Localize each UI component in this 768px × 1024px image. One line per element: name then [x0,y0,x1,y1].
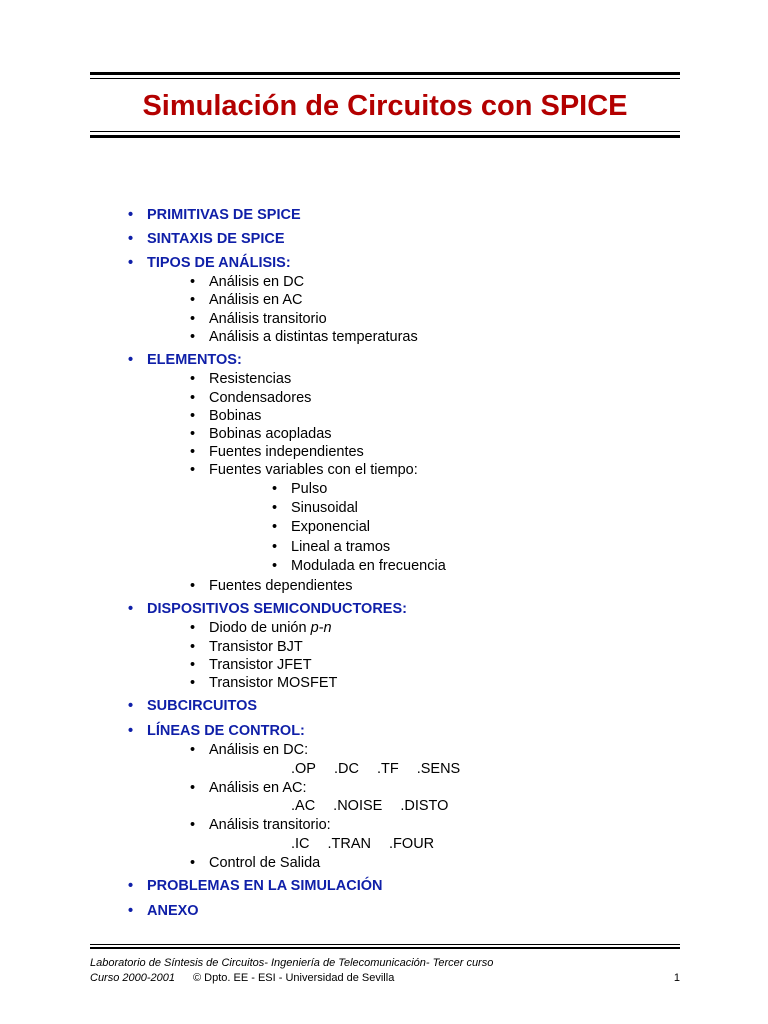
list-item: • Pulso [272,481,328,497]
outline-item-lineas: • LÍNEAS DE CONTROL: [128,723,305,739]
bullet-icon: • [190,274,196,290]
list-item: • Control de Salida [190,855,321,871]
footer-line-2 [90,971,394,985]
list-item: • Transistor JFET [190,657,312,673]
bullet-icon: • [190,742,196,758]
page-number: 1 [673,972,680,984]
bullet-icon: • [190,462,196,478]
list-item: • Sinusoidal [272,500,358,516]
outline-item-anexo: • ANEXO [128,903,199,919]
bullet-icon: • [272,481,278,497]
list-item: • Exponencial [272,519,370,535]
list-item: • Análisis transitorio: [190,817,331,833]
footer-copyright: © Dpto. EE - ESI - Universidad de Sevilla [193,972,395,984]
footer-course: Curso 2000-2001 [90,972,176,984]
list-item: • Lineal a tramos [272,539,391,555]
list-item: • Bobinas acopladas [190,426,332,442]
tran-commands: .IC .TRAN .FOUR [291,836,435,852]
list-item: • Diodo de unión p-n [190,620,332,636]
header-rule-bottom [90,135,680,138]
list-item: • Transistor BJT [190,639,303,655]
list-item: • Bobinas [190,408,262,424]
bullet-icon: • [190,657,196,673]
bullet-icon: • [190,855,196,871]
footer-rule [90,947,680,949]
list-item: • Análisis en AC: [190,780,307,796]
bullet-icon: • [128,231,134,247]
header-rule-bottom-thin [90,131,680,132]
list-item: • Análisis a distintas temperaturas [190,329,418,345]
bullet-icon: • [272,539,278,555]
bullet-icon: • [190,371,196,387]
bullet-icon: • [128,352,134,368]
bullet-icon: • [128,698,134,714]
list-item: • Transistor MOSFET [190,675,338,691]
list-item: • Fuentes independientes [190,444,364,460]
outline-item-sintaxis: • SINTAXIS DE SPICE [128,231,285,247]
header-rule-top [90,72,680,75]
footer-rule-thin [90,944,680,945]
bullet-icon: • [128,207,134,223]
bullet-icon: • [272,558,278,574]
list-item: • Análisis en DC: [190,742,309,758]
bullet-icon: • [190,311,196,327]
bullet-icon: • [190,426,196,442]
list-item: • Condensadores [190,390,312,406]
outline-item-dispositivos: • DISPOSITIVOS SEMICONDUCTORES: [128,601,407,617]
list-item: • Análisis transitorio [190,311,327,327]
footer-line-1: Laboratorio de Síntesis de Circuitos- Ingeniería de Telecomunicación- Tercer curso [90,957,494,969]
bullet-icon: • [128,255,134,271]
bullet-icon: • [272,500,278,516]
list-item: • Fuentes dependientes [190,578,353,594]
bullet-icon: • [128,878,134,894]
bullet-icon: • [272,519,278,535]
bullet-icon: • [190,408,196,424]
dc-commands: .OP .DC .TF .SENS [291,761,461,777]
outline-item-problemas: • PROBLEMAS EN LA SIMULACIÓN [128,878,383,894]
bullet-icon: • [190,675,196,691]
bullet-icon: • [190,817,196,833]
outline-item-tipos: • TIPOS DE ANÁLISIS: [128,255,291,271]
header-rule-top-thin [90,78,680,79]
bullet-icon: • [190,620,196,636]
bullet-icon: • [190,390,196,406]
bullet-icon: • [128,723,134,739]
outline-item-subcircuitos: • SUBCIRCUITOS [128,698,258,714]
bullet-icon: • [128,903,134,919]
bullet-icon: • [190,292,196,308]
bullet-icon: • [190,639,196,655]
bullet-icon: • [190,329,196,345]
list-item: • Análisis en DC [190,274,305,290]
list-item: • Análisis en AC [190,292,303,308]
bullet-icon: • [190,578,196,594]
bullet-icon: • [190,444,196,460]
outline-item-primitivas: • PRIMITIVAS DE SPICE [128,207,301,223]
bullet-icon: • [190,780,196,796]
outline-item-elementos: • ELEMENTOS: [128,352,242,368]
list-item: • Modulada en frecuencia [272,558,446,574]
bullet-icon: • [128,601,134,617]
ac-commands: .AC .NOISE .DISTO [291,798,449,814]
list-item: • Fuentes variables con el tiempo: [190,462,418,478]
page-title: Simulación de Circuitos con SPICE [142,90,628,122]
list-item: • Resistencias [190,371,292,387]
